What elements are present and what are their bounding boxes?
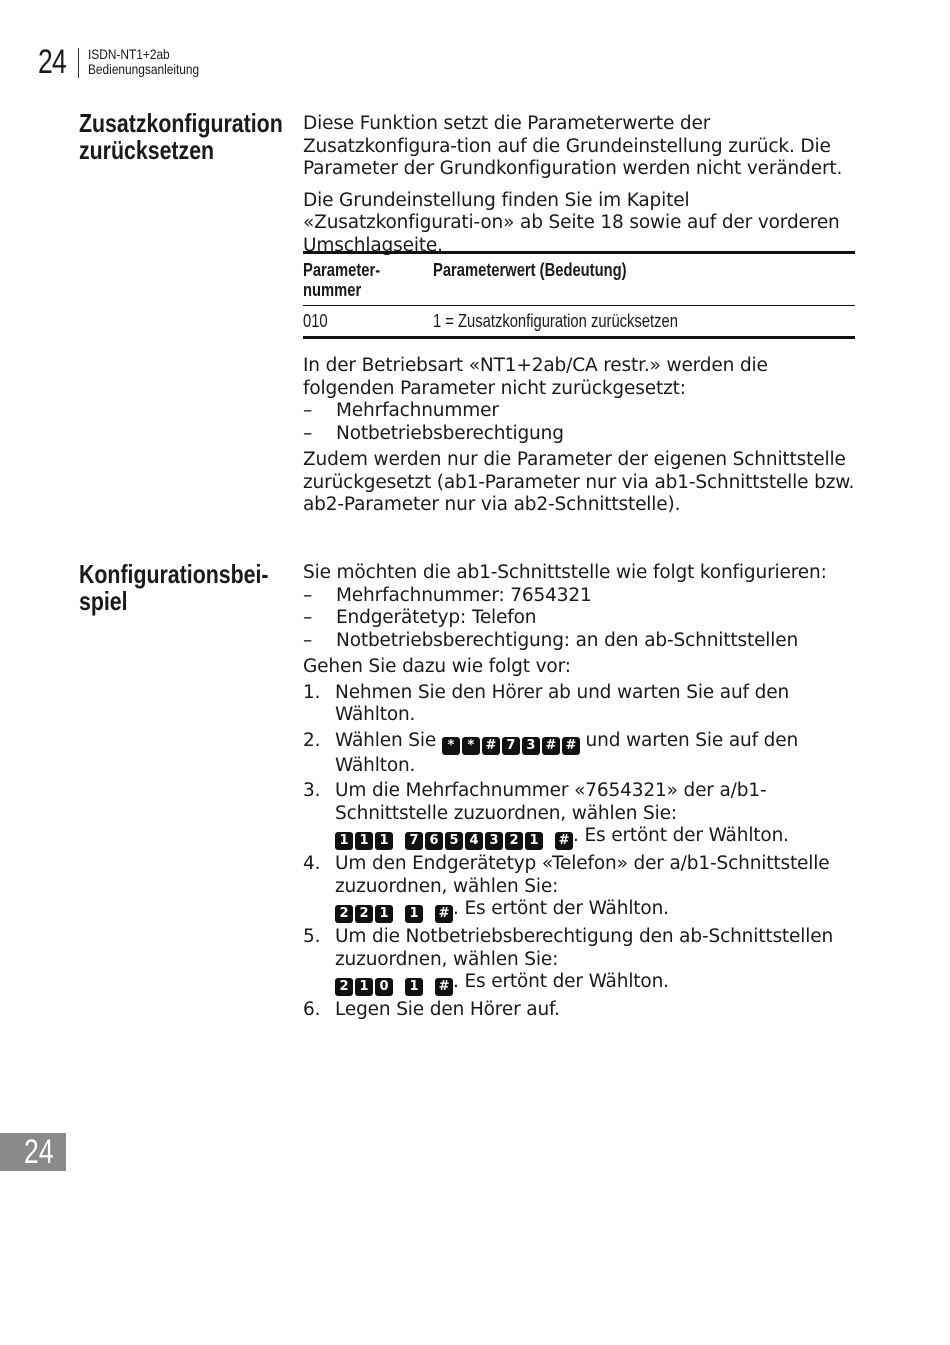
keypad-key: 2 — [335, 978, 353, 996]
section-title-reset — [79, 110, 283, 164]
keypad-key: * — [462, 737, 480, 755]
keypad-key: 1 — [405, 978, 423, 996]
section-reset-intro — [303, 113, 855, 266]
list-item: – Mehrfachnummer: 7654321 — [303, 584, 592, 606]
header-product: ISDN-NT1+2ab — [88, 46, 170, 62]
reset-paragraph-2: Die Grundeinstellung finden Sie im Kapitel «Zusatzkonfigurati-on» ab Seite 18 sowie auf der vorderen Umschlagseite. — [303, 189, 840, 256]
keypad-key: # — [542, 737, 560, 755]
keypad-sequence — [435, 905, 453, 923]
example-intro: Sie möchten die ab1-Schnittstelle wie folgt konfigurieren: — [303, 562, 827, 583]
keypad-key: 2 — [335, 905, 353, 923]
keypad-key: 0 — [375, 978, 393, 996]
step-2: 2. Wählen Sie * * # 7 3 # # und warten Sie auf den Wählton. — [303, 729, 799, 776]
keypad-key: 2 — [505, 832, 523, 850]
step-3: 3. Um die Mehrfachnummer «7654321» der a/b1-Schnittstelle zuzuordnen, wählen Sie: 1 1 1 7 6 5 4 3 2 1 # . Es ertönt der Wählton. — [303, 780, 789, 848]
parameter-table-header-row — [303, 253, 855, 306]
keypad-sequence — [405, 832, 543, 850]
keypad-key: 1 — [335, 832, 353, 850]
parameter-table-header-number — [303, 253, 433, 306]
header-number-line2: nummer — [303, 280, 362, 300]
section-reset-notes — [303, 355, 855, 526]
example-settings-list — [303, 585, 855, 653]
keypad-key: 4 — [465, 832, 483, 850]
keypad-key: 1 — [355, 832, 373, 850]
keypad-key: 1 — [375, 905, 393, 923]
step-6: 6. Legen Sie den Hörer auf. — [303, 999, 560, 1020]
parameter-table — [303, 251, 855, 339]
keypad-sequence — [442, 737, 580, 755]
reset-paragraph-3: In der Betriebsart «NT1+2ab/CA restr.» werden die folgenden Parameter nicht zurückgesetzt: — [303, 355, 768, 399]
reset-paragraph-4: Zudem werden nur die Parameter der eigenen Schnittstelle zurückgesetzt (ab1-Parameter nur via ab1-Schnittstelle bzw. ab2-Parameter nur via ab2-Schnittstelle). — [303, 449, 855, 515]
step-4: 4. Um den Endgerätetyp «Telefon» der a/b1-Schnittstelle zuzuordnen, wählen Sie: 2 2 1 1 # . Es ertönt der Wählton. — [303, 853, 830, 921]
page-tab-number: 24 — [24, 1133, 54, 1171]
header-subtitle: Bedienungsanleitung — [88, 61, 200, 77]
page-tab — [0, 1133, 66, 1171]
parameter-table-header-value: Parameterwert (Bedeutung) — [433, 253, 855, 306]
header-divider — [78, 48, 79, 78]
keypad-sequence — [335, 905, 393, 923]
section-title-reset-line2: zurücksetzen — [79, 135, 215, 165]
table-cell-value: 1 = Zusatzkonfiguration zurücksetzen — [433, 306, 855, 338]
keypad-key: # — [435, 978, 453, 996]
table-cell-number: 010 — [303, 306, 433, 338]
keypad-key: 6 — [425, 832, 443, 850]
section-example-body — [303, 562, 855, 1025]
keypad-key: * — [442, 737, 460, 755]
keypad-sequence — [405, 978, 423, 996]
keypad-sequence — [435, 978, 453, 996]
example-lead: Gehen Sie dazu wie folgt vor: — [303, 656, 571, 677]
step-5: 5. Um die Notbetriebsberechtigung den ab-Schnittstellen zuzuordnen, wählen Sie: 2 1 0 1 # . Es ertönt der Wählton. — [303, 926, 834, 994]
list-item: – Notbetriebsberechtigung — [303, 422, 564, 444]
header-page-number: 24 — [38, 43, 66, 81]
keypad-sequence — [335, 832, 393, 850]
table-row — [303, 306, 855, 338]
keypad-key: 3 — [522, 737, 540, 755]
section-title-reset-line1: Zusatzkonfiguration — [79, 108, 283, 138]
keypad-key: 5 — [445, 832, 463, 850]
section-title-example — [79, 561, 268, 615]
reset-paragraph-1: Diese Funktion setzt die Parameterwerte der Zusatzkonfigura-tion auf die Grundeinstellung zurück. Die Parameter der Grundkonfiguration werden nicht verändert. — [303, 113, 843, 179]
keypad-key: 1 — [375, 832, 393, 850]
keypad-key: # — [435, 905, 453, 923]
keypad-key: # — [562, 737, 580, 755]
section-title-example-line1: Konfigurationsbei- — [79, 559, 269, 589]
header-running-title — [88, 47, 199, 77]
keypad-key: # — [482, 737, 500, 755]
keypad-key: # — [555, 832, 573, 850]
keypad-key: 7 — [502, 737, 520, 755]
keypad-key: 1 — [405, 905, 423, 923]
keypad-sequence — [405, 905, 423, 923]
header-number-line1: Parameter- — [303, 260, 381, 280]
list-item: – Notbetriebsberechtigung: an den ab-Schnittstellen — [303, 629, 799, 651]
keypad-key: 1 — [355, 978, 373, 996]
keypad-sequence — [335, 978, 393, 996]
step-1: 1. Nehmen Sie den Hörer ab und warten Sie auf den Wählton. — [303, 681, 790, 725]
section-title-example-line2: spiel — [79, 586, 128, 616]
list-item: – Mehrfachnummer — [303, 400, 499, 421]
keypad-key: 2 — [355, 905, 373, 923]
keypad-key: 3 — [485, 832, 503, 850]
example-steps — [303, 682, 855, 1022]
list-item: – Endgerätetyp: Telefon — [303, 607, 537, 628]
keypad-key: 1 — [525, 832, 543, 850]
keypad-key: 7 — [405, 832, 423, 850]
keypad-sequence — [555, 832, 573, 850]
reset-exception-list — [303, 400, 855, 445]
